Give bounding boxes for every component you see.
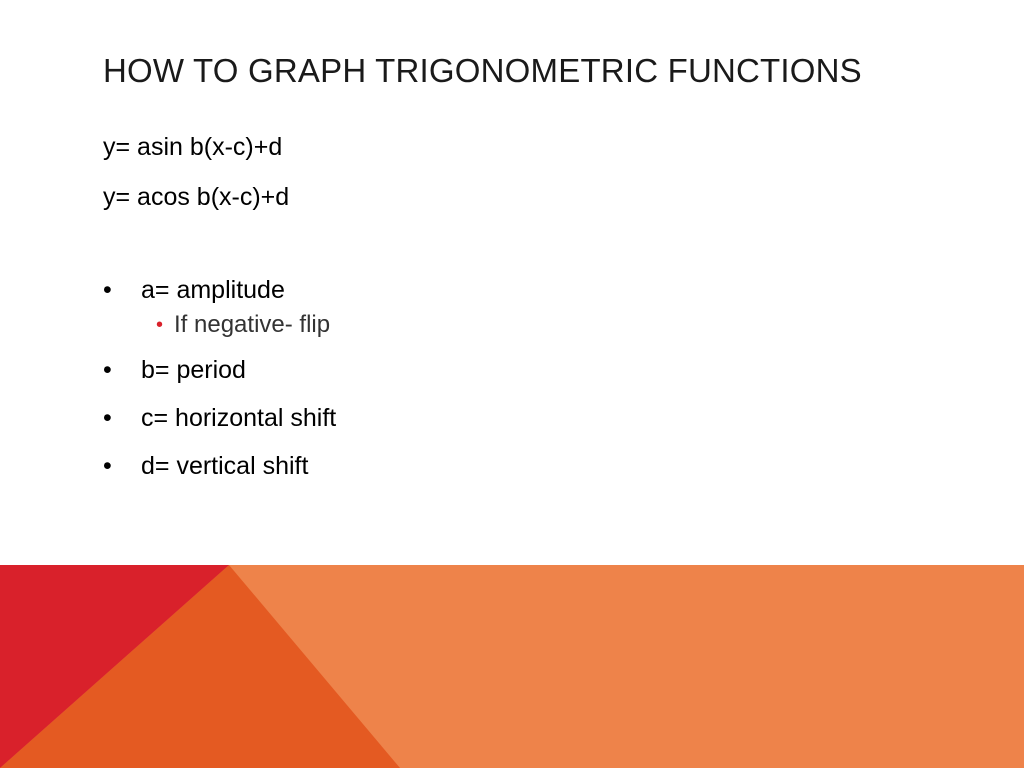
bullet-list — [103, 274, 336, 483]
bullet-dot-icon: • — [103, 356, 112, 384]
decorative-footer-band — [0, 565, 1024, 768]
slide-body — [103, 131, 337, 480]
bullet-vertical-shift — [103, 450, 336, 483]
sub-bullet-dot-icon: • — [156, 314, 164, 336]
slide-title: HOW TO GRAPH TRIGONOMETRIC FUNCTIONS — [103, 52, 862, 89]
sub-bullet-text: If negative- flip — [174, 311, 331, 338]
bullet-period — [103, 354, 336, 387]
bullet-vertical-shift-text: d= vertical shift — [141, 452, 309, 480]
formula-sine: y= asin b(x-c)+d — [103, 133, 283, 161]
bullet-horizontal-shift — [103, 402, 336, 435]
formula-cosine: y= acos b(x-c)+d — [103, 183, 290, 211]
bullet-amplitude-text: a= amplitude — [141, 276, 285, 304]
bullet-amplitude — [103, 274, 336, 307]
bullet-dot-icon: • — [103, 276, 112, 304]
bullet-horizontal-shift-text: c= horizontal shift — [141, 404, 337, 432]
bullet-dot-icon: • — [103, 404, 112, 432]
sub-bullet-negative-flip — [103, 310, 336, 340]
bullet-dot-icon: • — [103, 452, 112, 480]
bullet-period-text: b= period — [141, 356, 246, 384]
